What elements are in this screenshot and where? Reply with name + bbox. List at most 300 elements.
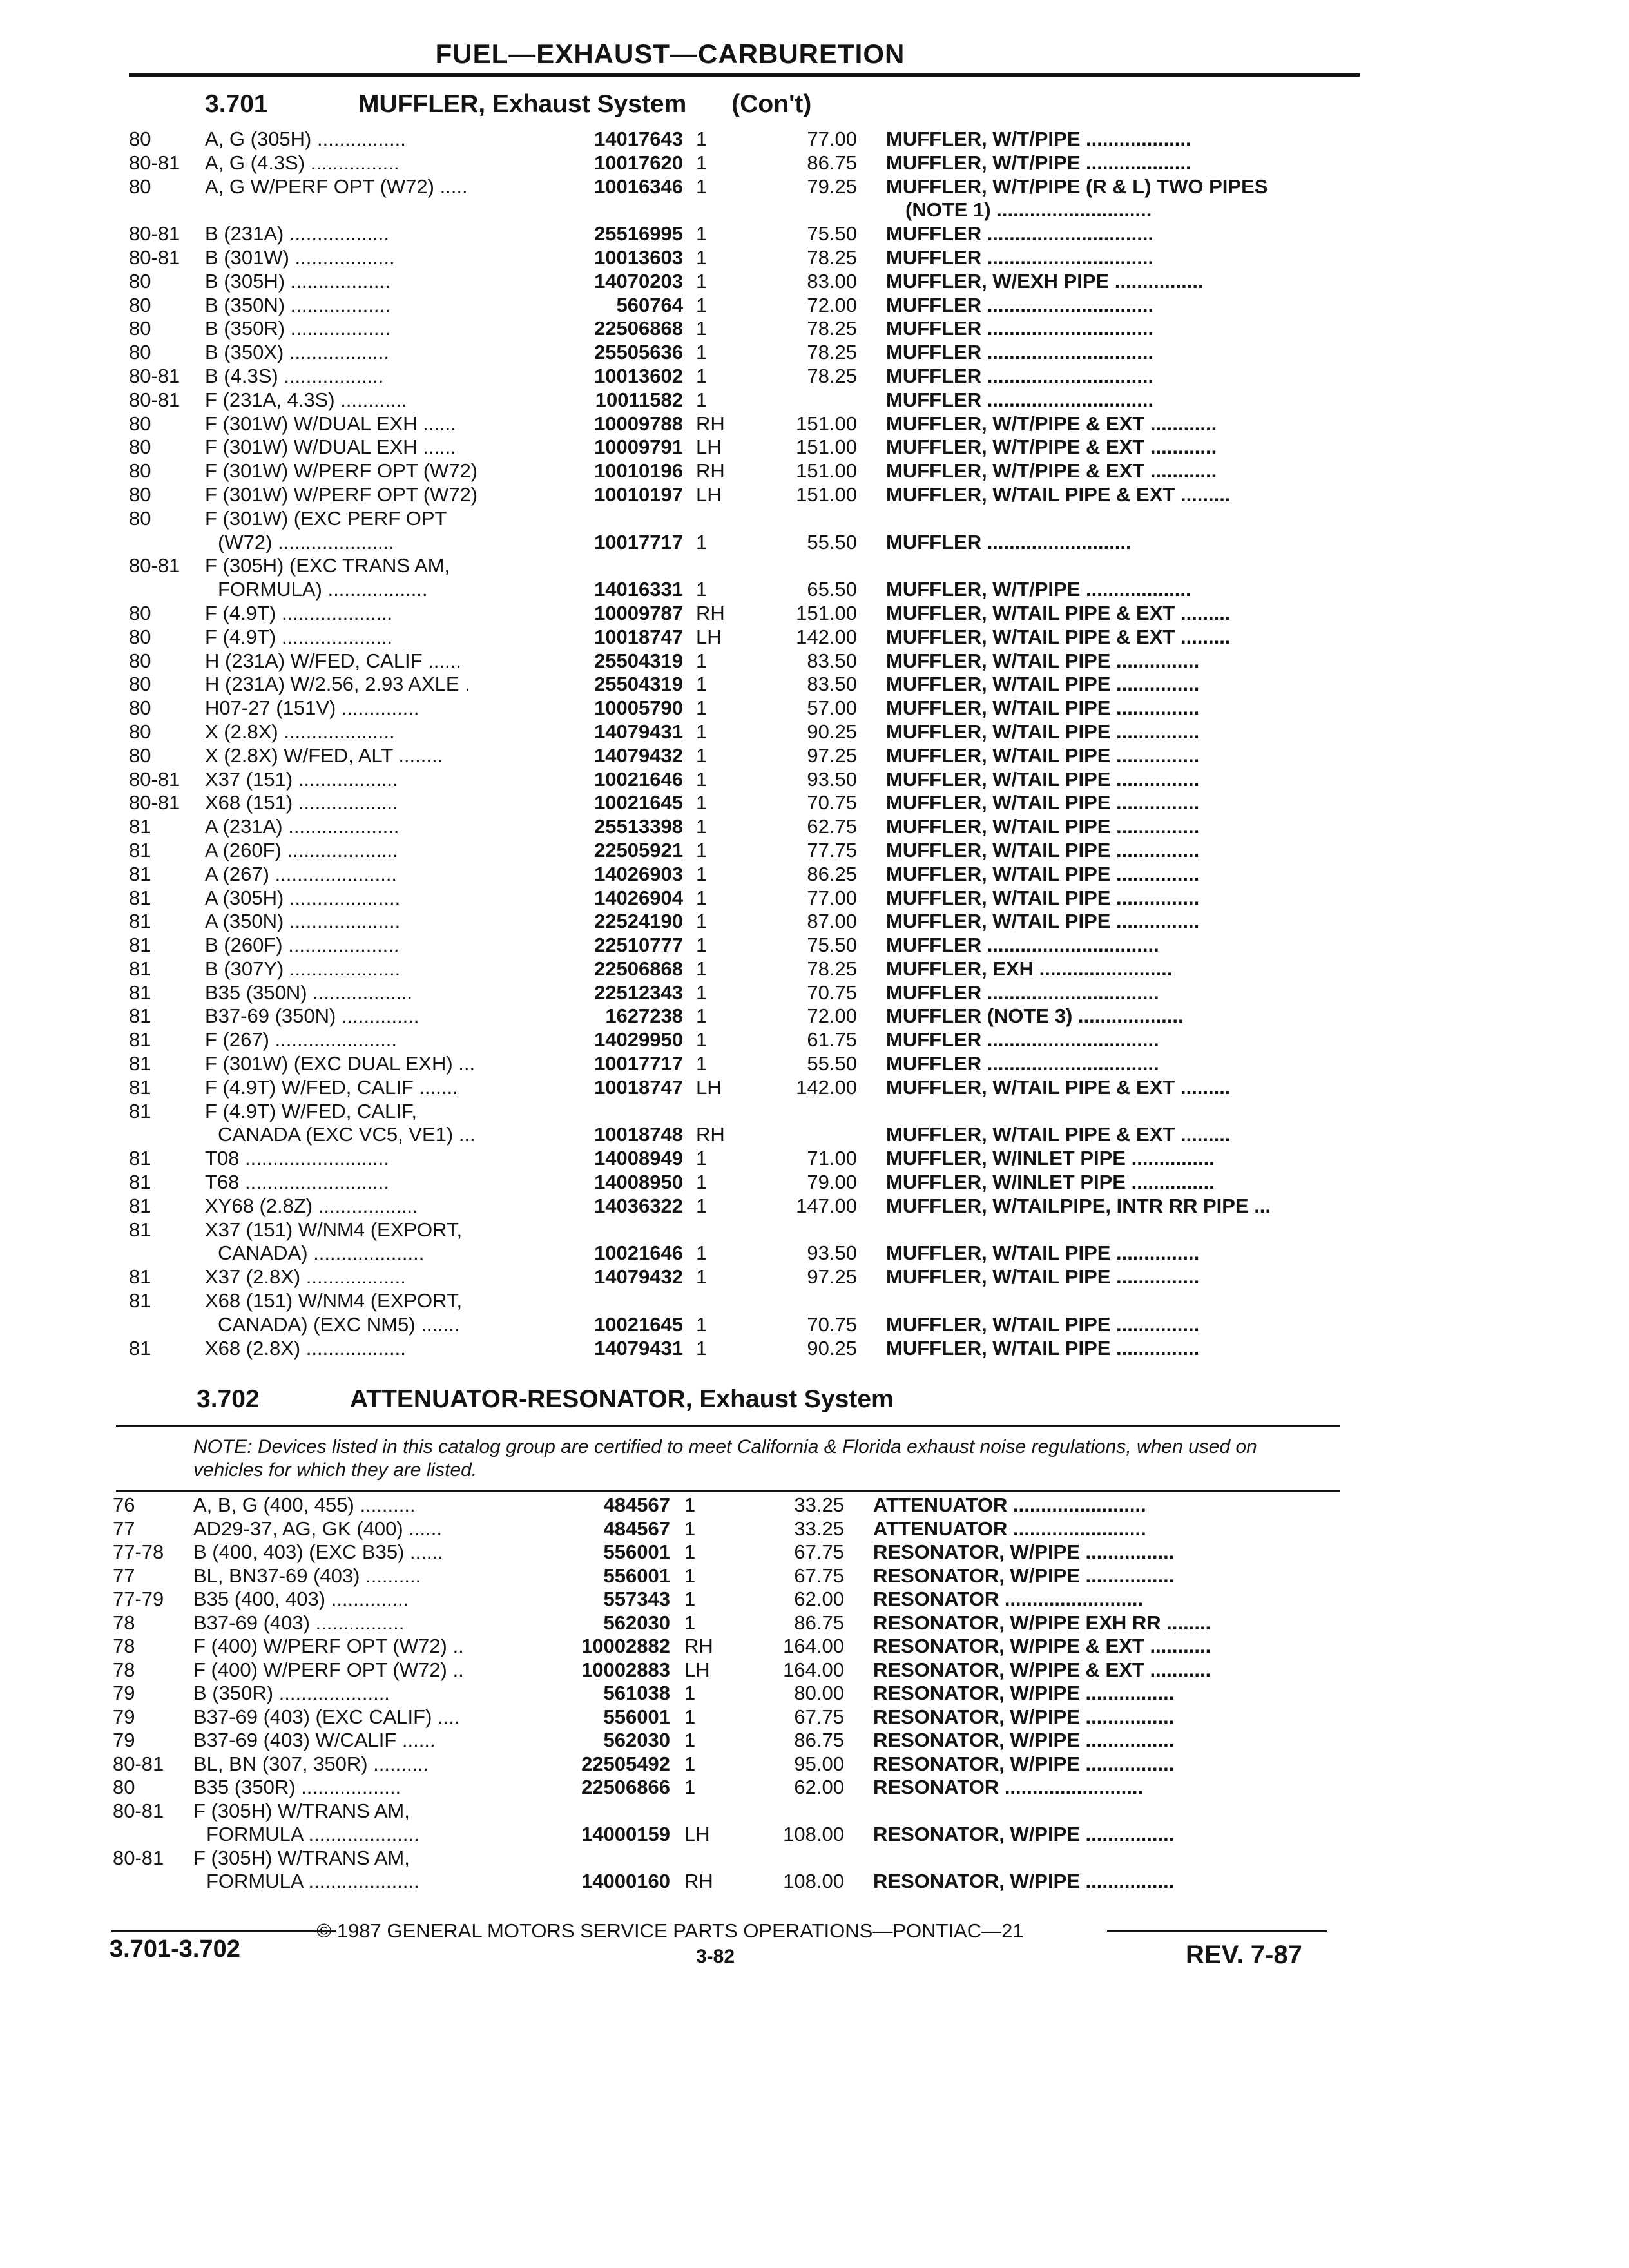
- model-application: B (301W) ..................: [205, 245, 395, 269]
- quantity: 1: [696, 1242, 708, 1265]
- list-price: 78.25: [807, 317, 857, 340]
- part-description: MUFFLER, EXH ........................: [886, 957, 1173, 980]
- quantity: 1: [696, 720, 708, 743]
- list-price: 67.75: [794, 1541, 844, 1563]
- table-row: [0, 436, 1629, 459]
- part-description: MUFFLER, W/T/PIPE (R & L) TWO PIPES: [886, 175, 1268, 198]
- table-row: [0, 507, 1629, 531]
- list-price: 79.00: [807, 1171, 857, 1194]
- part-description: ATTENUATOR ........................: [873, 1494, 1146, 1516]
- table-row: [0, 554, 1629, 578]
- model-application: F (400) W/PERF OPT (W72) ..: [193, 1635, 464, 1657]
- model-application: AD29-37, AG, GK (400) ......: [193, 1517, 442, 1540]
- list-price: 95.00: [794, 1752, 844, 1775]
- model-application: B37-69 (350N) ..............: [205, 1004, 419, 1028]
- part-description: MUFFLER ...............................: [886, 1028, 1159, 1052]
- model-application: F (301W) W/PERF OPT (W72): [205, 459, 478, 483]
- table-row: [0, 1289, 1629, 1313]
- model-application: CANADA) (EXC NM5) .......: [218, 1312, 460, 1336]
- table-row: [0, 744, 1629, 768]
- part-description: MUFFLER, W/TAIL PIPE ...............: [886, 1242, 1200, 1265]
- model-application: BL, BN37-69 (403) ..........: [193, 1564, 421, 1587]
- table-row: [0, 1588, 1629, 1611]
- list-price: 33.25: [794, 1494, 844, 1516]
- model-application: CANADA) ....................: [218, 1242, 425, 1265]
- section-number: 3.701: [205, 90, 268, 118]
- list-price: 90.25: [807, 1336, 857, 1360]
- quantity: 1: [696, 767, 708, 791]
- part-number: 14079432: [594, 1265, 683, 1289]
- list-price: 75.50: [807, 934, 857, 957]
- part-number: 10009787: [594, 601, 683, 624]
- model-application: X37 (151) W/NM4 (EXPORT,: [205, 1218, 463, 1241]
- part-description: RESONATOR, W/PIPE ................: [873, 1729, 1175, 1751]
- part-description: MUFFLER ...............................: [886, 1052, 1159, 1075]
- model-application: F (301W) W/PERF OPT (W72): [205, 483, 478, 506]
- part-number: 1627238: [605, 1004, 683, 1028]
- quantity: 1: [684, 1588, 696, 1610]
- model-application: X (2.8X) W/FED, ALT ........: [205, 744, 443, 767]
- model-application: A (305H) ....................: [205, 886, 401, 909]
- part-number: 14008949: [594, 1147, 683, 1170]
- model-application: B (260F) ....................: [205, 934, 400, 957]
- model-year: 77-79: [113, 1588, 164, 1610]
- model-application: F (231A, 4.3S) ............: [205, 388, 407, 411]
- table-row: [0, 1494, 1629, 1517]
- model-application: H (231A) W/2.56, 2.93 AXLE .: [205, 673, 470, 696]
- table-row: [0, 1753, 1629, 1776]
- model-application: B35 (400, 403) ..............: [193, 1588, 409, 1610]
- part-description: MUFFLER, W/TAIL PIPE ...............: [886, 815, 1200, 838]
- table-row: [0, 1195, 1629, 1218]
- model-year: 81: [129, 981, 151, 1004]
- quantity: 1: [696, 957, 708, 980]
- quantity: 1: [684, 1776, 696, 1798]
- part-number: 14029950: [594, 1028, 683, 1052]
- table-row: [0, 1123, 1629, 1147]
- part-number: 25513398: [594, 815, 683, 838]
- model-year: 77: [113, 1517, 135, 1540]
- quantity: 1: [696, 1004, 708, 1028]
- model-application: F (301W) (EXC PERF OPT: [205, 506, 447, 530]
- model-year: 80: [129, 673, 151, 696]
- list-price: 151.00: [796, 436, 857, 459]
- table-row: [0, 578, 1629, 602]
- model-year: 81: [129, 1171, 151, 1194]
- part-description: MUFFLER ..............................: [886, 293, 1154, 316]
- model-year: 78: [113, 1611, 135, 1634]
- part-number: 10021646: [594, 767, 683, 791]
- list-price: 142.00: [796, 625, 857, 648]
- part-description: MUFFLER, W/TAIL PIPE ...............: [886, 886, 1200, 909]
- model-year: 81: [129, 886, 151, 909]
- part-description: RESONATOR, W/PIPE ................: [873, 1564, 1175, 1587]
- table-row: [0, 341, 1629, 365]
- quantity: 1: [696, 578, 708, 601]
- table-row: [0, 1682, 1629, 1706]
- quantity: 1: [684, 1541, 696, 1563]
- table-row: [0, 1635, 1629, 1658]
- list-price: 78.25: [807, 245, 857, 269]
- part-description: MUFFLER ..........................: [886, 530, 1132, 553]
- part-description: MUFFLER ..............................: [886, 388, 1154, 411]
- model-year: 81: [129, 1194, 151, 1217]
- quantity: LH: [684, 1658, 710, 1681]
- table-row: [0, 246, 1629, 270]
- part-number: 10005790: [594, 697, 683, 720]
- model-application: B35 (350N) ..................: [205, 981, 413, 1004]
- part-description: MUFFLER, W/TAIL PIPE & EXT .........: [886, 483, 1231, 506]
- table-row: [0, 673, 1629, 697]
- quantity: RH: [696, 459, 725, 483]
- part-description: MUFFLER, W/TAIL PIPE ...............: [886, 1336, 1200, 1360]
- part-description: MUFFLER, W/INLET PIPE ...............: [886, 1147, 1215, 1170]
- section-number: 3.702: [197, 1385, 260, 1413]
- part-description: RESONATOR .........................: [873, 1776, 1144, 1798]
- model-year: 80-81: [129, 151, 180, 174]
- quantity: LH: [696, 436, 722, 459]
- model-application: F (267) ......................: [205, 1028, 398, 1052]
- part-number: 10002883: [581, 1658, 670, 1681]
- part-description: RESONATOR, W/PIPE ................: [873, 1541, 1175, 1563]
- part-number: 22506868: [594, 317, 683, 340]
- list-price: 147.00: [796, 1194, 857, 1217]
- table-row: [0, 649, 1629, 673]
- list-price: 80.00: [794, 1682, 844, 1704]
- model-application: X68 (2.8X) ..................: [205, 1336, 406, 1360]
- quantity: 1: [696, 1194, 708, 1217]
- quantity: 1: [696, 910, 708, 933]
- quantity: 1: [696, 1336, 708, 1360]
- model-year: 80-81: [129, 388, 180, 411]
- model-application: BL, BN (307, 350R) ..........: [193, 1752, 429, 1775]
- model-year: 80-81: [113, 1799, 164, 1822]
- model-application: X (2.8X) ....................: [205, 720, 395, 743]
- list-price: 71.00: [807, 1147, 857, 1170]
- list-price: 55.50: [807, 530, 857, 553]
- model-application: FORMULA) ..................: [218, 578, 428, 601]
- model-year: 80: [113, 1776, 135, 1798]
- model-application: B (350R) ..................: [205, 317, 390, 340]
- part-number: 10018748: [594, 1123, 683, 1146]
- quantity: 1: [684, 1564, 696, 1587]
- part-description: RESONATOR, W/PIPE ................: [873, 1682, 1175, 1704]
- section-heading-muffler: [205, 90, 811, 119]
- model-application: A (267) ......................: [205, 862, 398, 885]
- model-application: B (350N) ..................: [205, 293, 390, 316]
- table-row: [0, 1218, 1629, 1242]
- quantity: 1: [696, 862, 708, 885]
- model-year: 80-81: [113, 1846, 164, 1869]
- table-row: [0, 1729, 1629, 1753]
- part-description: MUFFLER, W/TAIL PIPE ...............: [886, 838, 1200, 861]
- part-description: RESONATOR, W/PIPE & EXT ...........: [873, 1635, 1211, 1657]
- part-number: 10010197: [594, 483, 683, 506]
- table-row: [0, 1028, 1629, 1052]
- model-year: 80: [129, 175, 151, 198]
- list-price: 86.75: [794, 1729, 844, 1751]
- table-row: [0, 887, 1629, 910]
- model-year: 81: [129, 862, 151, 885]
- model-application: CANADA (EXC VC5, VE1) ...: [218, 1123, 476, 1146]
- model-application: FORMULA ....................: [206, 1823, 419, 1845]
- model-application: B (305H) ..................: [205, 269, 390, 293]
- part-description: MUFFLER, W/T/PIPE & EXT ............: [886, 459, 1217, 483]
- part-number: 22505492: [581, 1752, 670, 1775]
- table-row: [0, 1052, 1629, 1076]
- quantity: RH: [696, 601, 725, 624]
- model-year: 80: [129, 601, 151, 624]
- table-row: [0, 389, 1629, 412]
- table-row: [0, 1870, 1629, 1894]
- model-year: 80: [129, 483, 151, 506]
- quantity: 1: [696, 175, 708, 198]
- quantity: LH: [696, 1075, 722, 1099]
- table-row: [0, 910, 1629, 934]
- part-number: 10013603: [594, 245, 683, 269]
- quantity: 1: [696, 649, 708, 672]
- table-row: [0, 317, 1629, 341]
- model-year: 81: [129, 1052, 151, 1075]
- list-price: 83.50: [807, 649, 857, 672]
- list-price: 164.00: [783, 1635, 844, 1657]
- quantity: 1: [696, 1052, 708, 1075]
- model-year: 81: [129, 1004, 151, 1028]
- part-number: 14017643: [594, 128, 683, 150]
- quantity: RH: [696, 1123, 725, 1146]
- part-number: 22512343: [594, 981, 683, 1004]
- part-number: 484567: [603, 1494, 670, 1516]
- table-row: [0, 1611, 1629, 1635]
- quantity: 1: [696, 388, 708, 411]
- table-row: [0, 1823, 1629, 1847]
- part-number: 10017717: [594, 1052, 683, 1075]
- table-row: [0, 1776, 1629, 1800]
- quantity: 1: [696, 886, 708, 909]
- section-title: ATTENUATOR-RESONATOR, Exhaust System: [350, 1385, 894, 1413]
- model-application: B37-69 (403) ................: [193, 1611, 405, 1634]
- model-application: F (301W) W/DUAL EXH ......: [205, 412, 456, 435]
- model-application: T08 ..........................: [205, 1147, 389, 1170]
- part-number: 10009791: [594, 436, 683, 459]
- quantity: 1: [696, 151, 708, 174]
- quantity: 1: [696, 981, 708, 1004]
- part-number: 22505921: [594, 838, 683, 861]
- part-description: RESONATOR, W/PIPE ................: [873, 1823, 1175, 1845]
- quantity: 1: [696, 1147, 708, 1170]
- list-price: 70.75: [807, 981, 857, 1004]
- footer-revision: REV. 7-87: [1186, 1941, 1302, 1969]
- list-price: 86.75: [794, 1611, 844, 1634]
- model-application: B (4.3S) ..................: [205, 364, 384, 387]
- list-price: 151.00: [796, 459, 857, 483]
- list-price: 78.25: [807, 957, 857, 980]
- model-application: B37-69 (403) (EXC CALIF) ....: [193, 1705, 460, 1728]
- section-heading-resonator: [197, 1385, 894, 1414]
- part-description: MUFFLER ..............................: [886, 341, 1154, 364]
- part-number: 10013602: [594, 364, 683, 387]
- table-row: [0, 1706, 1629, 1729]
- quantity: 1: [684, 1729, 696, 1751]
- model-year: 80: [129, 293, 151, 316]
- quantity: 1: [696, 364, 708, 387]
- part-number: 22524190: [594, 910, 683, 933]
- model-application: A, B, G (400, 455) ..........: [193, 1494, 416, 1516]
- model-application: A, G (305H) ................: [205, 128, 406, 150]
- model-application: B (350R) ....................: [193, 1682, 390, 1704]
- model-application: F (301W) W/DUAL EXH ......: [205, 436, 456, 459]
- list-price: 108.00: [783, 1870, 844, 1892]
- part-description: RESONATOR .........................: [873, 1588, 1144, 1610]
- quantity: 1: [684, 1517, 696, 1540]
- model-application: X37 (2.8X) ..................: [205, 1265, 406, 1289]
- quantity: 1: [696, 934, 708, 957]
- quantity: 1: [696, 697, 708, 720]
- part-description: MUFFLER, W/TAIL PIPE & EXT .........: [886, 625, 1231, 648]
- part-description: (NOTE 1) ............................: [905, 198, 1152, 222]
- quantity: 1: [696, 815, 708, 838]
- footer-section-range: 3.701-3.702: [110, 1936, 240, 1963]
- model-year: 81: [129, 1336, 151, 1360]
- table-row: [0, 1171, 1629, 1195]
- table-row: [0, 981, 1629, 1005]
- quantity: 1: [696, 1312, 708, 1336]
- list-price: 72.00: [807, 293, 857, 316]
- part-number: 557343: [603, 1588, 670, 1610]
- quantity: 1: [696, 744, 708, 767]
- model-year: 81: [129, 815, 151, 838]
- model-application: (W72) .....................: [218, 530, 394, 553]
- part-description: MUFFLER, W/T/PIPE ...................: [886, 128, 1191, 150]
- part-description: MUFFLER, W/TAIL PIPE ...............: [886, 649, 1200, 672]
- list-price: 97.25: [807, 1265, 857, 1289]
- model-year: 81: [129, 1265, 151, 1289]
- header-rule: [129, 73, 1360, 77]
- quantity: LH: [696, 483, 722, 506]
- list-price: 86.75: [807, 151, 857, 174]
- part-description: MUFFLER, W/TAIL PIPE ...............: [886, 720, 1200, 743]
- part-description: MUFFLER, W/TAIL PIPE ...............: [886, 767, 1200, 791]
- model-year: 80: [129, 412, 151, 435]
- part-number: 10018747: [594, 625, 683, 648]
- part-number: 10018747: [594, 1075, 683, 1099]
- quantity: 1: [696, 269, 708, 293]
- list-price: 151.00: [796, 412, 857, 435]
- list-price: 77.75: [807, 838, 857, 861]
- table-row: [0, 270, 1629, 294]
- model-year: 81: [129, 1147, 151, 1170]
- quantity: 1: [684, 1752, 696, 1775]
- part-description: MUFFLER, W/TAIL PIPE ...............: [886, 791, 1200, 814]
- quantity: 1: [684, 1494, 696, 1516]
- table-row: [0, 1313, 1629, 1337]
- part-number: 556001: [603, 1705, 670, 1728]
- table-row: [0, 791, 1629, 815]
- table-row: [0, 768, 1629, 792]
- model-year: 81: [129, 1028, 151, 1052]
- model-year: 80-81: [129, 767, 180, 791]
- model-application: H (231A) W/FED, CALIF ......: [205, 649, 461, 672]
- footer-page-number: 3-82: [695, 1946, 735, 1967]
- list-price: 93.50: [807, 767, 857, 791]
- part-number: 14026904: [594, 886, 683, 909]
- part-number: 14079431: [594, 1336, 683, 1360]
- table-row: [0, 934, 1629, 957]
- part-number: 10002882: [581, 1635, 670, 1657]
- table-row: [0, 1242, 1629, 1265]
- list-price: 151.00: [796, 601, 857, 624]
- part-number: 14000160: [581, 1870, 670, 1892]
- list-price: 62.75: [807, 815, 857, 838]
- table-row: [0, 1564, 1629, 1588]
- part-number: 25516995: [594, 222, 683, 245]
- model-application: B35 (350R) ..................: [193, 1776, 401, 1798]
- table-row: [0, 1147, 1629, 1171]
- list-price: 75.50: [807, 222, 857, 245]
- model-application: F (4.9T) W/FED, CALIF,: [205, 1099, 417, 1122]
- model-application: A, G (4.3S) ................: [205, 151, 400, 174]
- part-description: MUFFLER, W/TAIL PIPE ...............: [886, 1265, 1200, 1289]
- table-row: [0, 531, 1629, 555]
- model-year: 80: [129, 625, 151, 648]
- list-price: 72.00: [807, 1004, 857, 1028]
- part-description: MUFFLER, W/TAIL PIPE ...............: [886, 673, 1200, 696]
- quantity: 1: [696, 1265, 708, 1289]
- model-year: 80: [129, 436, 151, 459]
- part-number: 10021645: [594, 791, 683, 814]
- part-description: MUFFLER, W/TAIL PIPE ...............: [886, 862, 1200, 885]
- quantity: 1: [696, 128, 708, 150]
- model-year: 78: [113, 1658, 135, 1681]
- part-number: 561038: [603, 1682, 670, 1704]
- table-row: [0, 198, 1629, 222]
- part-number: 14079432: [594, 744, 683, 767]
- table-row: [0, 863, 1629, 887]
- part-description: MUFFLER, W/INLET PIPE ...............: [886, 1171, 1215, 1194]
- part-description: MUFFLER, W/TAIL PIPE & EXT .........: [886, 601, 1231, 624]
- quantity: 1: [696, 673, 708, 696]
- part-description: MUFFLER, W/TAIL PIPE ...............: [886, 744, 1200, 767]
- model-year: 80: [129, 697, 151, 720]
- model-year: 80-81: [113, 1752, 164, 1775]
- part-number: 25504319: [594, 673, 683, 696]
- part-number: 10021645: [594, 1312, 683, 1336]
- table-row: [0, 1847, 1629, 1870]
- part-number: 14036322: [594, 1194, 683, 1217]
- model-application: F (305H) W/TRANS AM,: [193, 1846, 410, 1869]
- model-year: 81: [129, 1075, 151, 1099]
- table-row: [0, 294, 1629, 318]
- list-price: 93.50: [807, 1242, 857, 1265]
- model-application: A (260F) ....................: [205, 838, 398, 861]
- model-year: 81: [129, 957, 151, 980]
- table-row: [0, 815, 1629, 839]
- part-number: 562030: [603, 1611, 670, 1634]
- part-description: MUFFLER ..............................: [886, 364, 1154, 387]
- model-application: F (4.9T) ....................: [205, 625, 393, 648]
- muffler-parts-table: [0, 128, 1629, 1360]
- part-description: MUFFLER ..............................: [886, 222, 1154, 245]
- model-application: A (231A) ....................: [205, 815, 400, 838]
- list-price: 83.00: [807, 269, 857, 293]
- part-description: RESONATOR, W/PIPE ................: [873, 1870, 1175, 1892]
- table-row: [0, 175, 1629, 199]
- table-row: [0, 459, 1629, 483]
- list-price: 67.75: [794, 1564, 844, 1587]
- model-application: XY68 (2.8Z) ..................: [205, 1194, 418, 1217]
- part-description: MUFFLER, W/TAILPIPE, INTR RR PIPE ...: [886, 1194, 1271, 1217]
- table-row: [0, 1076, 1629, 1100]
